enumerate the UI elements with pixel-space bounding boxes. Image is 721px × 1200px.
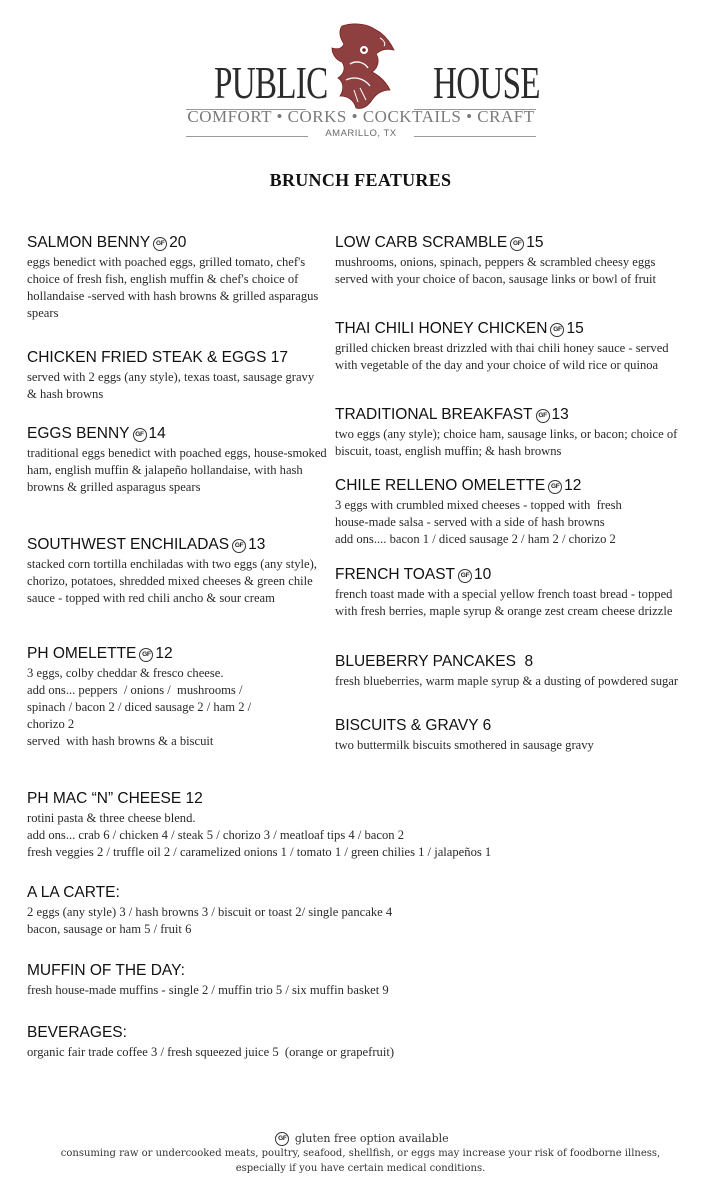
fox-emblem-icon xyxy=(324,20,398,112)
item-title: FRENCH TOAST GF 10 xyxy=(335,566,492,583)
item-description: two eggs (any style); choice ham, sausage links, or bacon; choice of biscuit, toast, english muffin; & hash browns xyxy=(335,427,678,458)
item-title: BISCUITS & GRAVY 6 xyxy=(335,717,492,734)
gluten-free-icon: GF xyxy=(232,539,246,553)
section-title: MUFFIN OF THE DAY: xyxy=(27,962,185,979)
menu-item-biscuits-gravy xyxy=(335,716,685,754)
logo-city: AMARILLO, TX xyxy=(325,128,397,139)
item-title: CHILE RELLENO OMELETTE GF 12 xyxy=(335,477,582,494)
item-title: TRADITIONAL BREAKFAST GF 13 xyxy=(335,406,569,423)
menu-item-chicken-fried-steak xyxy=(27,348,327,403)
menu-footer xyxy=(0,1131,721,1176)
menu-item-southwest-enchiladas xyxy=(27,535,327,607)
logo-tagline: COMFORT • CORKS • COCKTAILS • CRAFT xyxy=(187,107,535,126)
menu-item-salmon-benny xyxy=(27,233,327,322)
logo-word-house: HOUSE xyxy=(433,57,540,108)
gluten-free-icon: GF xyxy=(536,409,550,423)
logo-word-public: PUBLIC xyxy=(214,57,328,108)
menu-item-traditional-breakfast xyxy=(335,405,685,460)
menu-item-ph-mac-n-cheese xyxy=(27,789,707,861)
menu-item-chile-relleno-omelette xyxy=(335,476,685,548)
section-muffin-of-the-day xyxy=(27,961,707,999)
section-a-la-carte xyxy=(27,883,707,938)
restaurant-logo xyxy=(186,12,540,140)
menu-item-french-toast xyxy=(335,565,685,620)
section-beverages xyxy=(27,1023,707,1061)
menu-item-low-carb-scramble xyxy=(335,233,685,288)
item-description: french toast made with a special yellow french toast bread - topped with fresh berries, maple syrup & orange zest cream cheese drizzle xyxy=(335,587,673,618)
gluten-free-icon: GF xyxy=(275,1132,289,1146)
gluten-free-icon: GF xyxy=(510,237,524,251)
item-description: grilled chicken breast drizzled with thai chili honey sauce - served with vegetable of the day and your choice of wild rice or quinoa xyxy=(335,341,669,372)
menu-item-blueberry-pancakes xyxy=(335,652,685,690)
item-description: 2 eggs (any style) 3 / hash browns 3 / biscuit or toast 2/ single pancake 4 bacon, sausage or ham 5 / fruit 6 xyxy=(27,905,393,936)
gluten-free-icon: GF xyxy=(153,237,167,251)
gluten-free-legend: GF gluten free option available xyxy=(0,1131,721,1146)
item-description: 3 eggs with crumbled mixed cheeses - topped with fresh house-made salsa - served with a side of hash browns add ons.... bacon 1 / diced sausage 2 / ham 2 / chorizo 2 xyxy=(335,498,622,546)
item-title: PH OMELETTE GF 12 xyxy=(27,645,173,662)
gluten-free-icon: GF xyxy=(550,323,564,337)
item-title: LOW CARB SCRAMBLE GF 15 xyxy=(335,234,544,251)
gluten-free-icon: GF xyxy=(133,428,147,442)
item-title: SOUTHWEST ENCHILADAS GF 13 xyxy=(27,536,266,553)
item-title: PH MAC “N” CHEESE 12 xyxy=(27,790,203,807)
item-title: CHICKEN FRIED STEAK & EGGS 17 xyxy=(27,349,288,366)
item-description: served with 2 eggs (any style), texas toast, sausage gravy & hash browns xyxy=(27,370,315,401)
item-description: 3 eggs, colby cheddar & fresco cheese. add ons... peppers / onions / mushrooms / spinach / bacon 2 / diced sausage 2 / ham 2 / chorizo 2 served with hash browns & a biscuit xyxy=(27,666,252,748)
gluten-free-icon: GF xyxy=(458,569,472,583)
gluten-free-icon: GF xyxy=(548,480,562,494)
item-description: fresh blueberries, warm maple syrup & a dusting of powdered sugar xyxy=(335,674,679,688)
item-title: BLUEBERRY PANCAKES 8 xyxy=(335,653,534,670)
item-description: traditional eggs benedict with poached eggs, house-smoked ham, english muffin & jalapeño hollandaise, with hash browns & grilled asparagus spears xyxy=(27,446,327,494)
item-description: rotini pasta & three cheese blend. add ons... crab 6 / chicken 4 / steak 5 / chorizo 3 / meatloaf tips 4 / bacon 2 fresh veggies 2 / truffle oil 2 / caramelized onions 1 / tomato 1 / green chilies 1 / jalapeños 1 xyxy=(27,811,492,859)
menu-item-ph-omelette xyxy=(27,644,327,750)
item-description: mushrooms, onions, spinach, peppers & scrambled cheesy eggs served with your choice of bacon, sausage links or bowl of fruit xyxy=(335,255,657,286)
food-safety-warning: especially if you have certain medical conditions. xyxy=(235,1163,486,1174)
item-description: fresh house-made muffins - single 2 / muffin trio 5 / six muffin basket 9 xyxy=(27,983,389,997)
section-title: BEVERAGES: xyxy=(27,1024,127,1041)
item-title: SALMON BENNY GF 20 xyxy=(27,234,187,251)
item-title: EGGS BENNY GF 14 xyxy=(27,425,166,442)
item-description: eggs benedict with poached eggs, grilled tomato, chef's choice of fresh fish, english muffin & chef's choice of hollandaise -served with hash browns & grilled asparagus spears xyxy=(27,255,319,320)
logo-rule xyxy=(186,136,308,137)
item-description: two buttermilk biscuits smothered in sausage gravy xyxy=(335,738,594,752)
item-description: organic fair trade coffee 3 / fresh squeezed juice 5 (orange or grapefruit) xyxy=(27,1045,395,1059)
item-description: stacked corn tortilla enchiladas with two eggs (any style), chorizo, potatoes, shredded mixed cheeses & green chile sauce - topped with red chili ancho & sour cream xyxy=(27,557,317,605)
food-safety-warning: consuming raw or undercooked meats, poultry, seafood, shellfish, or eggs may increase your risk of foodborne illness, xyxy=(60,1148,661,1159)
section-title: A LA CARTE: xyxy=(27,884,120,901)
logo-rule xyxy=(414,136,536,137)
menu-item-thai-chili-honey-chicken xyxy=(335,319,685,374)
gluten-free-icon: GF xyxy=(139,648,153,662)
page-title: BRUNCH FEATURES xyxy=(269,170,452,190)
menu-item-eggs-benny xyxy=(27,424,327,496)
item-title: THAI CHILI HONEY CHICKEN GF 15 xyxy=(335,320,584,337)
